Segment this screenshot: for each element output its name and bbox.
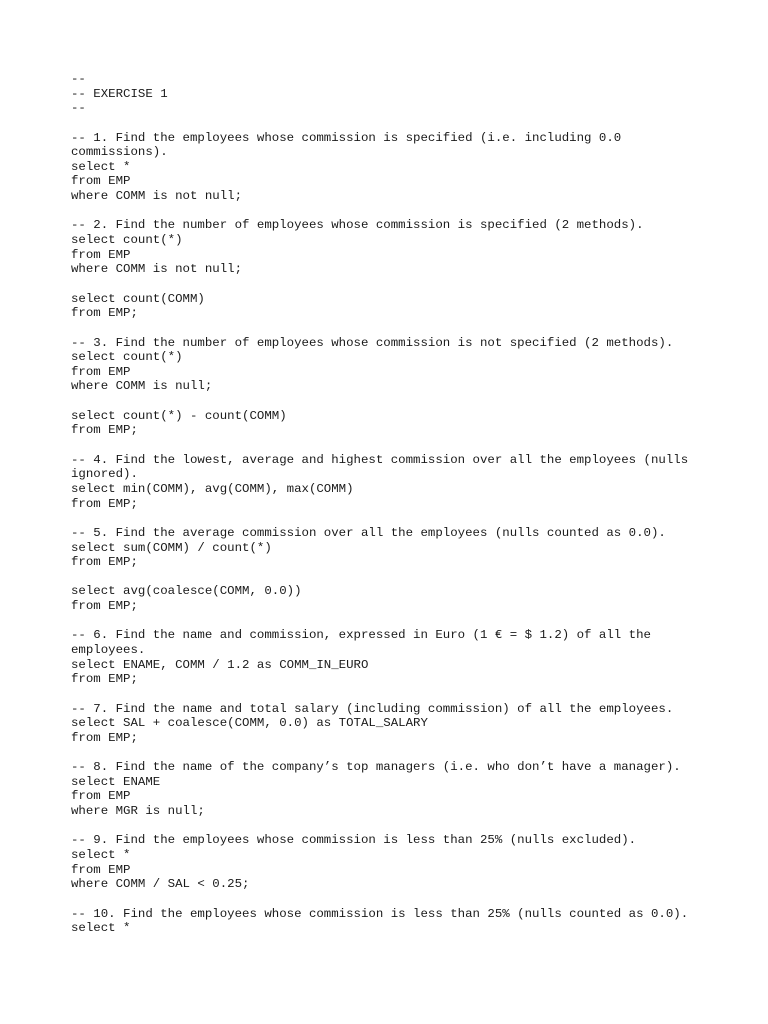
blank-line	[71, 614, 751, 629]
code-line: select avg(coalesce(COMM, 0.0))	[71, 584, 302, 599]
comment-line: -- EXERCISE 1	[71, 86, 168, 101]
code-line: from EMP;	[71, 555, 138, 570]
comment-line: --	[71, 72, 86, 86]
comment-line: -- 10. Find the employees whose commission is less than 25% (nulls counted as 0.0).	[71, 906, 689, 921]
comment-line: -- 4. Find the lowest, average and highest commission over all the employees (nulls	[71, 452, 689, 467]
blank-line	[71, 819, 751, 834]
blank-line	[71, 321, 751, 336]
code-line: select count(*) - count(COMM)	[71, 408, 287, 423]
code-line: where COMM / SAL < 0.25;	[71, 877, 250, 892]
blank-line	[71, 570, 751, 585]
blank-line	[71, 511, 751, 526]
comment-line: -- 5. Find the average commission over all the employees (nulls counted as 0.0).	[71, 525, 666, 540]
code-line: from EMP;	[71, 496, 138, 511]
code-line: select *	[71, 921, 131, 936]
code-line: ignored).	[71, 467, 138, 482]
code-line: select count(*)	[71, 233, 183, 248]
comment-line: -- 1. Find the employees whose commission is specified (i.e. including 0.0	[71, 130, 622, 145]
code-line: select ENAME, COMM / 1.2 as COMM_IN_EURO	[71, 657, 369, 672]
code-line: from EMP	[71, 174, 131, 189]
comment-line: --	[71, 101, 86, 116]
code-line: from EMP	[71, 247, 131, 262]
code-line: select *	[71, 159, 131, 174]
blank-line	[71, 438, 751, 453]
blank-line	[71, 892, 751, 907]
code-line: select count(*)	[71, 350, 183, 365]
code-line: from EMP;	[71, 672, 138, 687]
comment-line: -- 8. Find the name of the company’s top managers (i.e. who don’t have a manager).	[71, 760, 681, 775]
blank-line	[71, 745, 751, 760]
code-line: from EMP;	[71, 599, 138, 614]
blank-line	[71, 277, 751, 292]
blank-line	[71, 204, 751, 219]
code-line: from EMP;	[71, 730, 138, 745]
code-line: select SAL + coalesce(COMM, 0.0) as TOTAL_SALARY	[71, 716, 428, 731]
code-line: from EMP	[71, 364, 131, 379]
code-line: where COMM is not null;	[71, 189, 243, 204]
comment-line: -- 6. Find the name and commission, expressed in Euro (1 € = $ 1.2) of all the	[71, 628, 651, 643]
blank-line	[71, 687, 751, 702]
blank-line	[71, 116, 751, 131]
blank-line	[71, 394, 751, 409]
code-line: commissions).	[71, 145, 168, 160]
code-line: employees.	[71, 642, 146, 657]
comment-line: -- 3. Find the number of employees whose commission is not specified (2 methods).	[71, 335, 674, 350]
code-line: where COMM is not null;	[71, 262, 243, 277]
document-page	[71, 72, 751, 936]
code-line: select ENAME	[71, 774, 161, 789]
code-line: from EMP;	[71, 306, 138, 321]
code-line: where MGR is null;	[71, 804, 205, 819]
code-line: select count(COMM)	[71, 291, 205, 306]
comment-line: -- 9. Find the employees whose commission is less than 25% (nulls excluded).	[71, 833, 637, 848]
code-line: select *	[71, 847, 131, 862]
code-line: from EMP	[71, 789, 131, 804]
code-line: from EMP;	[71, 423, 138, 438]
code-line: where COMM is null;	[71, 379, 213, 394]
code-line: select sum(COMM) / count(*)	[71, 540, 272, 555]
code-line: select min(COMM), avg(COMM), max(COMM)	[71, 481, 354, 496]
comment-line: -- 7. Find the name and total salary (including commission) of all the employees.	[71, 701, 674, 716]
comment-line: -- 2. Find the number of employees whose commission is specified (2 methods).	[71, 218, 644, 233]
code-line: from EMP	[71, 862, 131, 877]
